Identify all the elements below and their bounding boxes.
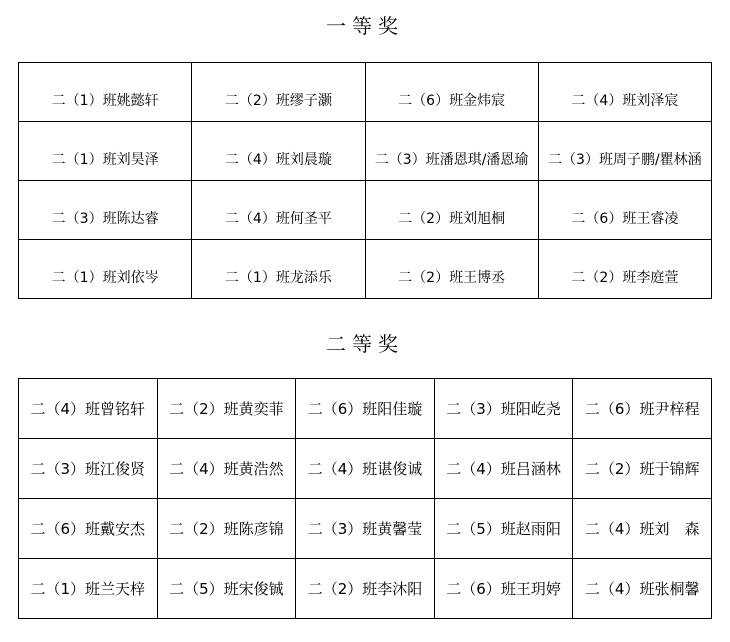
table-row (19, 439, 712, 499)
award-cell: 二（2）班李庭萱 (538, 240, 711, 299)
table-row (19, 181, 712, 240)
award-cell: 二（4）班吕涵林 (434, 439, 573, 499)
award-cell: 二（6）班阳佳璇 (296, 379, 435, 439)
award-cell: 二（6）班王玥婷 (434, 559, 573, 619)
award-cell: 二（1）班姚懿轩 (19, 63, 192, 122)
award-cell: 二（5）班宋俊铖 (157, 559, 296, 619)
award-cell: 二（1）班刘昊泽 (19, 122, 192, 181)
award-cell: 二（4）班何圣平 (192, 181, 365, 240)
award-cell: 二（1）班兰天梓 (19, 559, 158, 619)
table-row (19, 379, 712, 439)
table-row (19, 559, 712, 619)
award-cell: 二（6）班戴安杰 (19, 499, 158, 559)
second-prize-title: 二等奖 (326, 332, 404, 356)
award-cell: 二（2）班李沐阳 (296, 559, 435, 619)
award-cell: 二（4）班谌俊诚 (296, 439, 435, 499)
first-prize-table (18, 62, 712, 299)
award-cell: 二（6）班金炜宸 (365, 63, 538, 122)
award-cell: 二（4）班黄浩然 (157, 439, 296, 499)
award-cell: 二（2）班刘旭桐 (365, 181, 538, 240)
award-cell: 二（3）班黄馨莹 (296, 499, 435, 559)
award-cell: 二（3）班江俊贤 (19, 439, 158, 499)
second-prize-table (18, 378, 712, 619)
award-cell: 二（3）班阳屹尧 (434, 379, 573, 439)
table-row (19, 240, 712, 299)
award-cell: 二（4）班张桐馨 (573, 559, 712, 619)
award-cell: 二（1）班刘依岑 (19, 240, 192, 299)
award-cell: 二（2）班王博丞 (365, 240, 538, 299)
first-prize-title: 一等奖 (326, 14, 404, 38)
table-row (19, 63, 712, 122)
award-cell: 二（6）班尹梓程 (573, 379, 712, 439)
award-cell: 二（4）班曾铭轩 (19, 379, 158, 439)
award-cell: 二（3）班周子鹏/瞿林涵 (538, 122, 711, 181)
award-cell: 二（5）班赵雨阳 (434, 499, 573, 559)
award-cell: 二（4）班刘 森 (573, 499, 712, 559)
award-cell: 二（2）班陈彦锦 (157, 499, 296, 559)
award-cell: 二（2）班黄奕菲 (157, 379, 296, 439)
award-cell: 二（2）班缪子灏 (192, 63, 365, 122)
table-row (19, 122, 712, 181)
award-cell: 二（2）班于锦辉 (573, 439, 712, 499)
award-cell: 二（3）班陈达睿 (19, 181, 192, 240)
award-cell: 二（6）班王睿凌 (538, 181, 711, 240)
award-cell: 二（4）班刘泽宸 (538, 63, 711, 122)
award-cell: 二（3）班潘恩琪/潘恩瑜 (365, 122, 538, 181)
table-row (19, 499, 712, 559)
award-cell: 二（1）班龙添乐 (192, 240, 365, 299)
award-cell: 二（4）班刘晨璇 (192, 122, 365, 181)
